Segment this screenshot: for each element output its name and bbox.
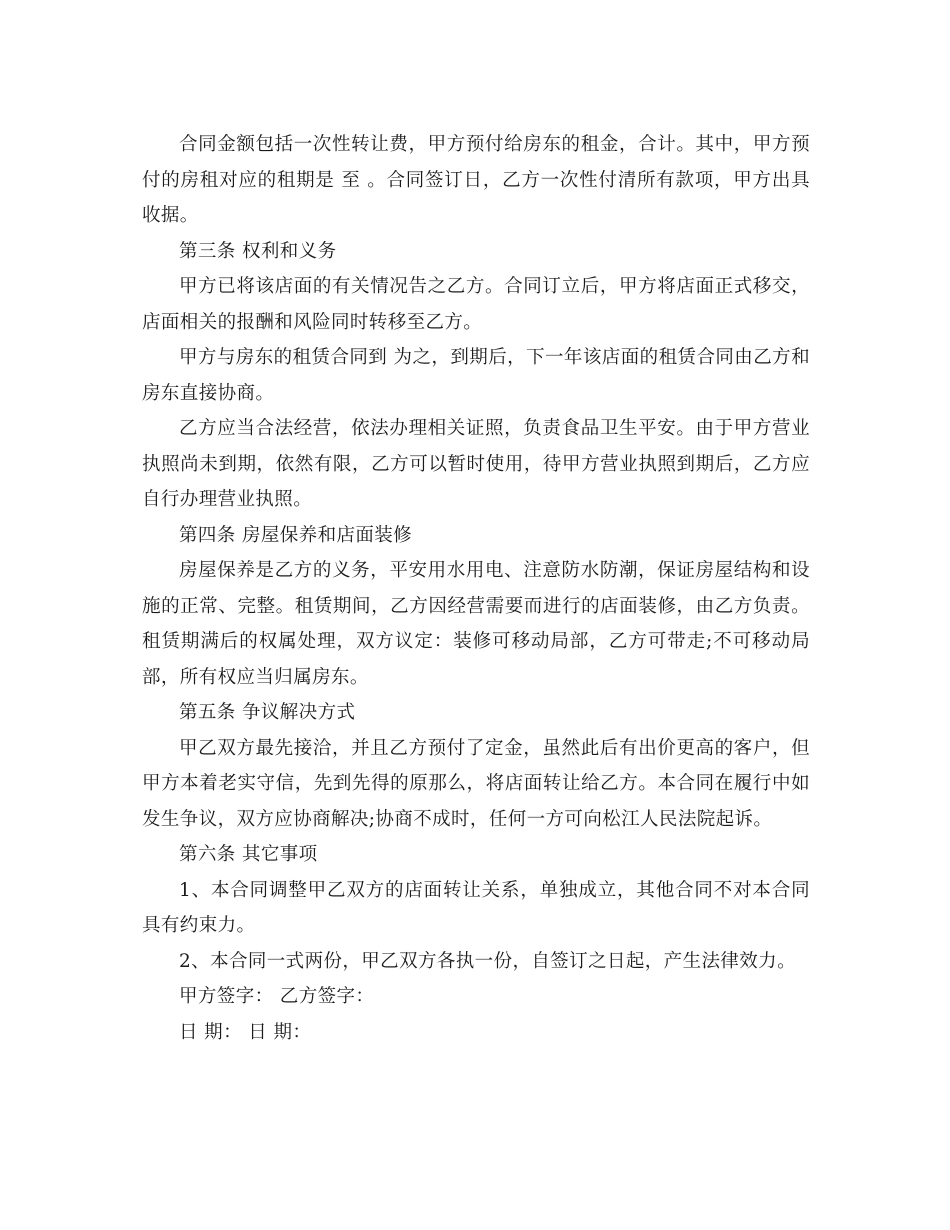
paragraph-business-license: 乙方应当合法经营，依法办理相关证照，负责食品卫生平安。由于甲方营业执照尚未到期，依然有限，乙方可以暂时使用，待甲方营业执照到期后，乙方应自行办理营业执照。 [142,418,810,510]
signature-line [142,979,810,1015]
heading-article-6: 第六条 其它事项 [179,844,318,865]
paragraph-handover: 甲方已将该店面的有关情况告之乙方。合同订立后，甲方将店面正式移交，店面相关的报酬和风险同时转移至乙方。 [142,276,810,333]
party-a-signature-label: 甲方签字： [179,986,274,1007]
document-body [142,127,810,1050]
paragraph-contract-amount: 合同金额包括一次性转让费，甲方预付给房东的租金，合计。其中，甲方预付的房租对应的租期是 至 。合同签订日，乙方一次性付清所有款项，甲方出具收据。 [142,134,810,226]
date-line [142,1015,810,1051]
paragraph-dispute: 甲乙双方最先接洽，并且乙方预付了定金，虽然此后有出价更高的客户，但甲方本着老实守信，先到先得的原那么，将店面转让给乙方。本合同在履行中如发生争议，双方应协商解决;协商不成时，任何一方可向松江人民法院起诉。 [142,737,810,830]
paragraph-lease-expiry: 甲方与房东的租赁合同到 为之，到期后，下一年该店面的租赁合同由乙方和房东直接协商。 [142,347,810,404]
party-a-date-label: 日 期： [179,1021,242,1043]
party-b-signature-label: 乙方签字： [279,986,375,1007]
paragraph-other-2: 2、本合同一式两份，甲乙双方各执一份，自签订之日起，产生法律效力。 [179,950,796,972]
heading-article-3: 第三条 权利和义务 [179,240,337,262]
party-b-date-label: 日 期： [248,1021,312,1043]
heading-article-5: 第五条 争议解决方式 [179,702,356,723]
paragraph-maintenance: 房屋保养是乙方的义务，平安用水用电、注意防水防潮，保证房屋结构和设施的正常、完整。租赁期间，乙方因经营需要而进行的店面装修，由乙方负责。租赁期满后的权属处理，双方议定：装修可移动局部，乙方可带走;不可移动局部，所有权应当归属房东。 [142,560,810,688]
paragraph-other-1: 1、本合同调整甲乙双方的店面转让关系，单独成立，其他合同不对本合同具有约束力。 [142,879,810,936]
heading-article-4: 第四条 房屋保养和店面装修 [179,524,413,546]
